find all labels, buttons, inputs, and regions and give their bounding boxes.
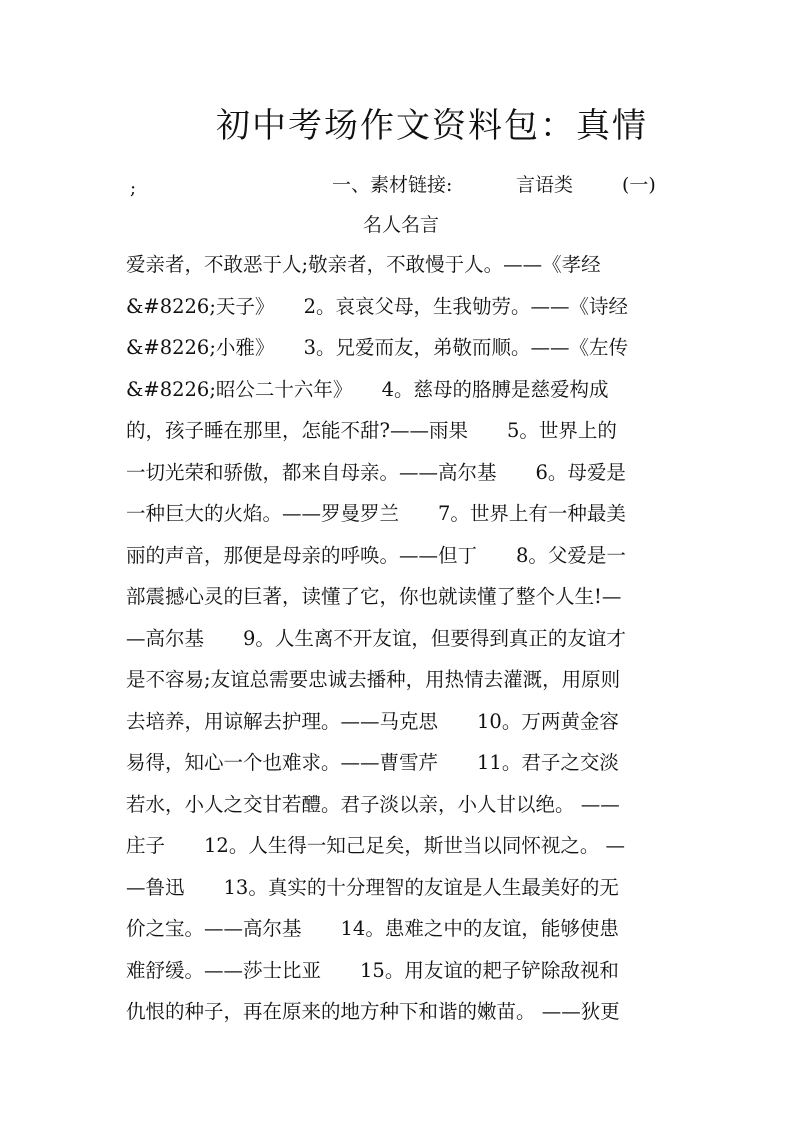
body-text xyxy=(126,244,666,1114)
text-line: 丽的声音，那便是母亲的呼唤。——但丁 8。父爱是一 xyxy=(126,543,626,567)
section-number-label: 一、素材链接: xyxy=(332,174,453,196)
page-title: 初中考场作文资料包：真情 xyxy=(216,106,648,146)
text-line: &#8226;天子》 2。哀哀父母，生我劬劳。——《诗经 xyxy=(126,294,629,318)
text-line: 是不容易;友谊总需要忠诚去播种，用热情去灌溉，用原则 xyxy=(126,668,621,691)
text-line: 一切光荣和骄傲，都来自母亲。——高尔基 6。母爱是 xyxy=(126,460,626,484)
text-line: 若水，小人之交甘若醴。君子淡以亲，小人甘以绝。 —— xyxy=(126,792,620,816)
text-line: —鲁迅 13。真实的十分理智的友谊是人生最美好的无 xyxy=(126,875,619,899)
text-line: &#8226;小雅》 3。兄爱而友，弟敬而顺。——《左传 xyxy=(126,336,629,359)
text-line: —高尔基 9。人生离不开友谊，但要得到真正的友谊才 xyxy=(126,626,626,650)
text-line: 部震撼心灵的巨著，读懂了它，你也就读懂了整个人生!— xyxy=(126,585,622,608)
text-line: 去培养，用谅解去护理。——马克思 10。万两黄金容 xyxy=(126,709,619,733)
text-line: 爱亲者，不敢恶于人;敬亲者，不敢慢于人。——《孝经 xyxy=(126,253,601,276)
text-line: 庄子 12。人生得一知己足矣，斯世当以同怀视之。 — xyxy=(126,834,626,857)
stray-mark: ; xyxy=(130,178,137,199)
text-line: 一种巨大的火焰。——罗曼罗兰 7。世界上有一种最美 xyxy=(126,502,626,525)
text-line: 难舒缓。——莎士比亚 15。用友谊的耙子铲除敌视和 xyxy=(126,958,619,982)
text-line: 易得，知心一个也难求。——曹雪芹 11。君子之交淡 xyxy=(126,751,619,774)
text-line: 价之宝。——高尔基 14。患难之中的友谊，能够使患 xyxy=(126,917,619,940)
text-line: 仇恨的种子，再在原来的地方种下和谐的嫩苗。 ——狄更 xyxy=(126,1000,620,1023)
text-line: 的，孩子睡在那里，怎能不甜?——雨果 5。世界上的 xyxy=(126,419,617,442)
section-category: 言语类 xyxy=(516,174,574,196)
subheading: 名人名言 xyxy=(362,214,439,236)
section-part: (一) xyxy=(622,174,656,196)
text-line: &#8226;昭公二十六年》 4。慈母的胳膊是慈爱构成 xyxy=(126,377,609,401)
